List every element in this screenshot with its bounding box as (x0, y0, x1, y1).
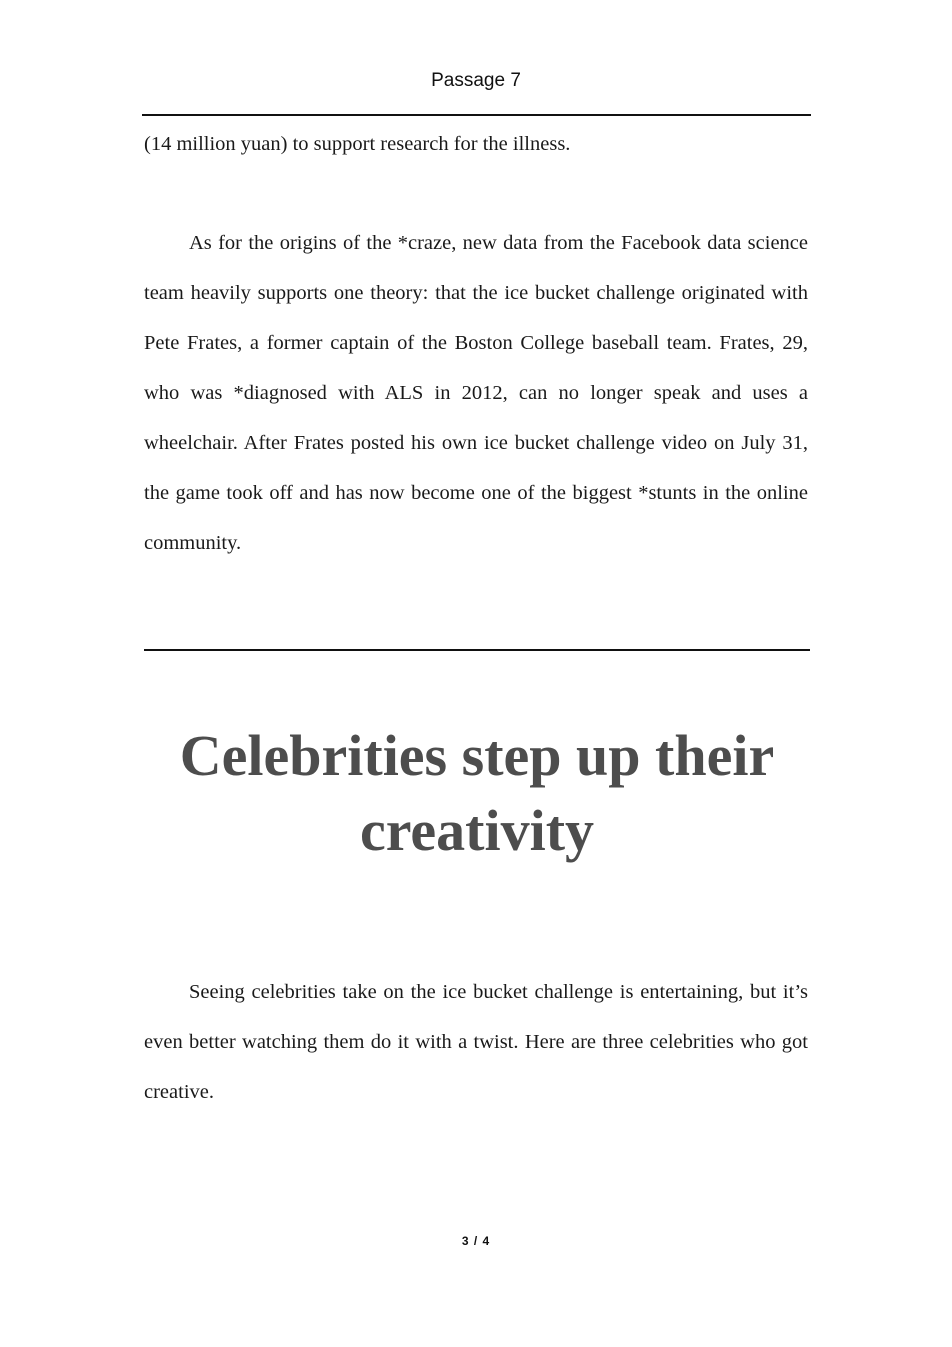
paragraph-origins: As for the origins of the *craze, new data from the Facebook data science team heavily supports one theory: that the ice bucket challenge originated with Pete Frates, a former captain of the Boston College baseball team. Frates, 29, who was *diagnosed with ALS in 2012, can no longer speak and uses a wheelchair. After Frates posted his own ice bucket challenge video on July 31, the game took off and has now become one of the biggest *stunts in the online community. (144, 232, 808, 554)
section-heading: Celebrities step up their creativity (179, 723, 775, 863)
paragraph-celebrities: Seeing celebrities take on the ice bucket challenge is entertaining, but it’s even better watching them do it with a twist. Here are three celebrities who got creative. (144, 981, 808, 1103)
page-number: 3 / 4 (461, 1234, 491, 1248)
paragraph-continued: (14 million yuan) to support research for the illness. (144, 133, 571, 155)
page-header-title: Passage 7 (431, 70, 521, 91)
section-divider (144, 649, 810, 651)
header-divider (142, 114, 811, 116)
